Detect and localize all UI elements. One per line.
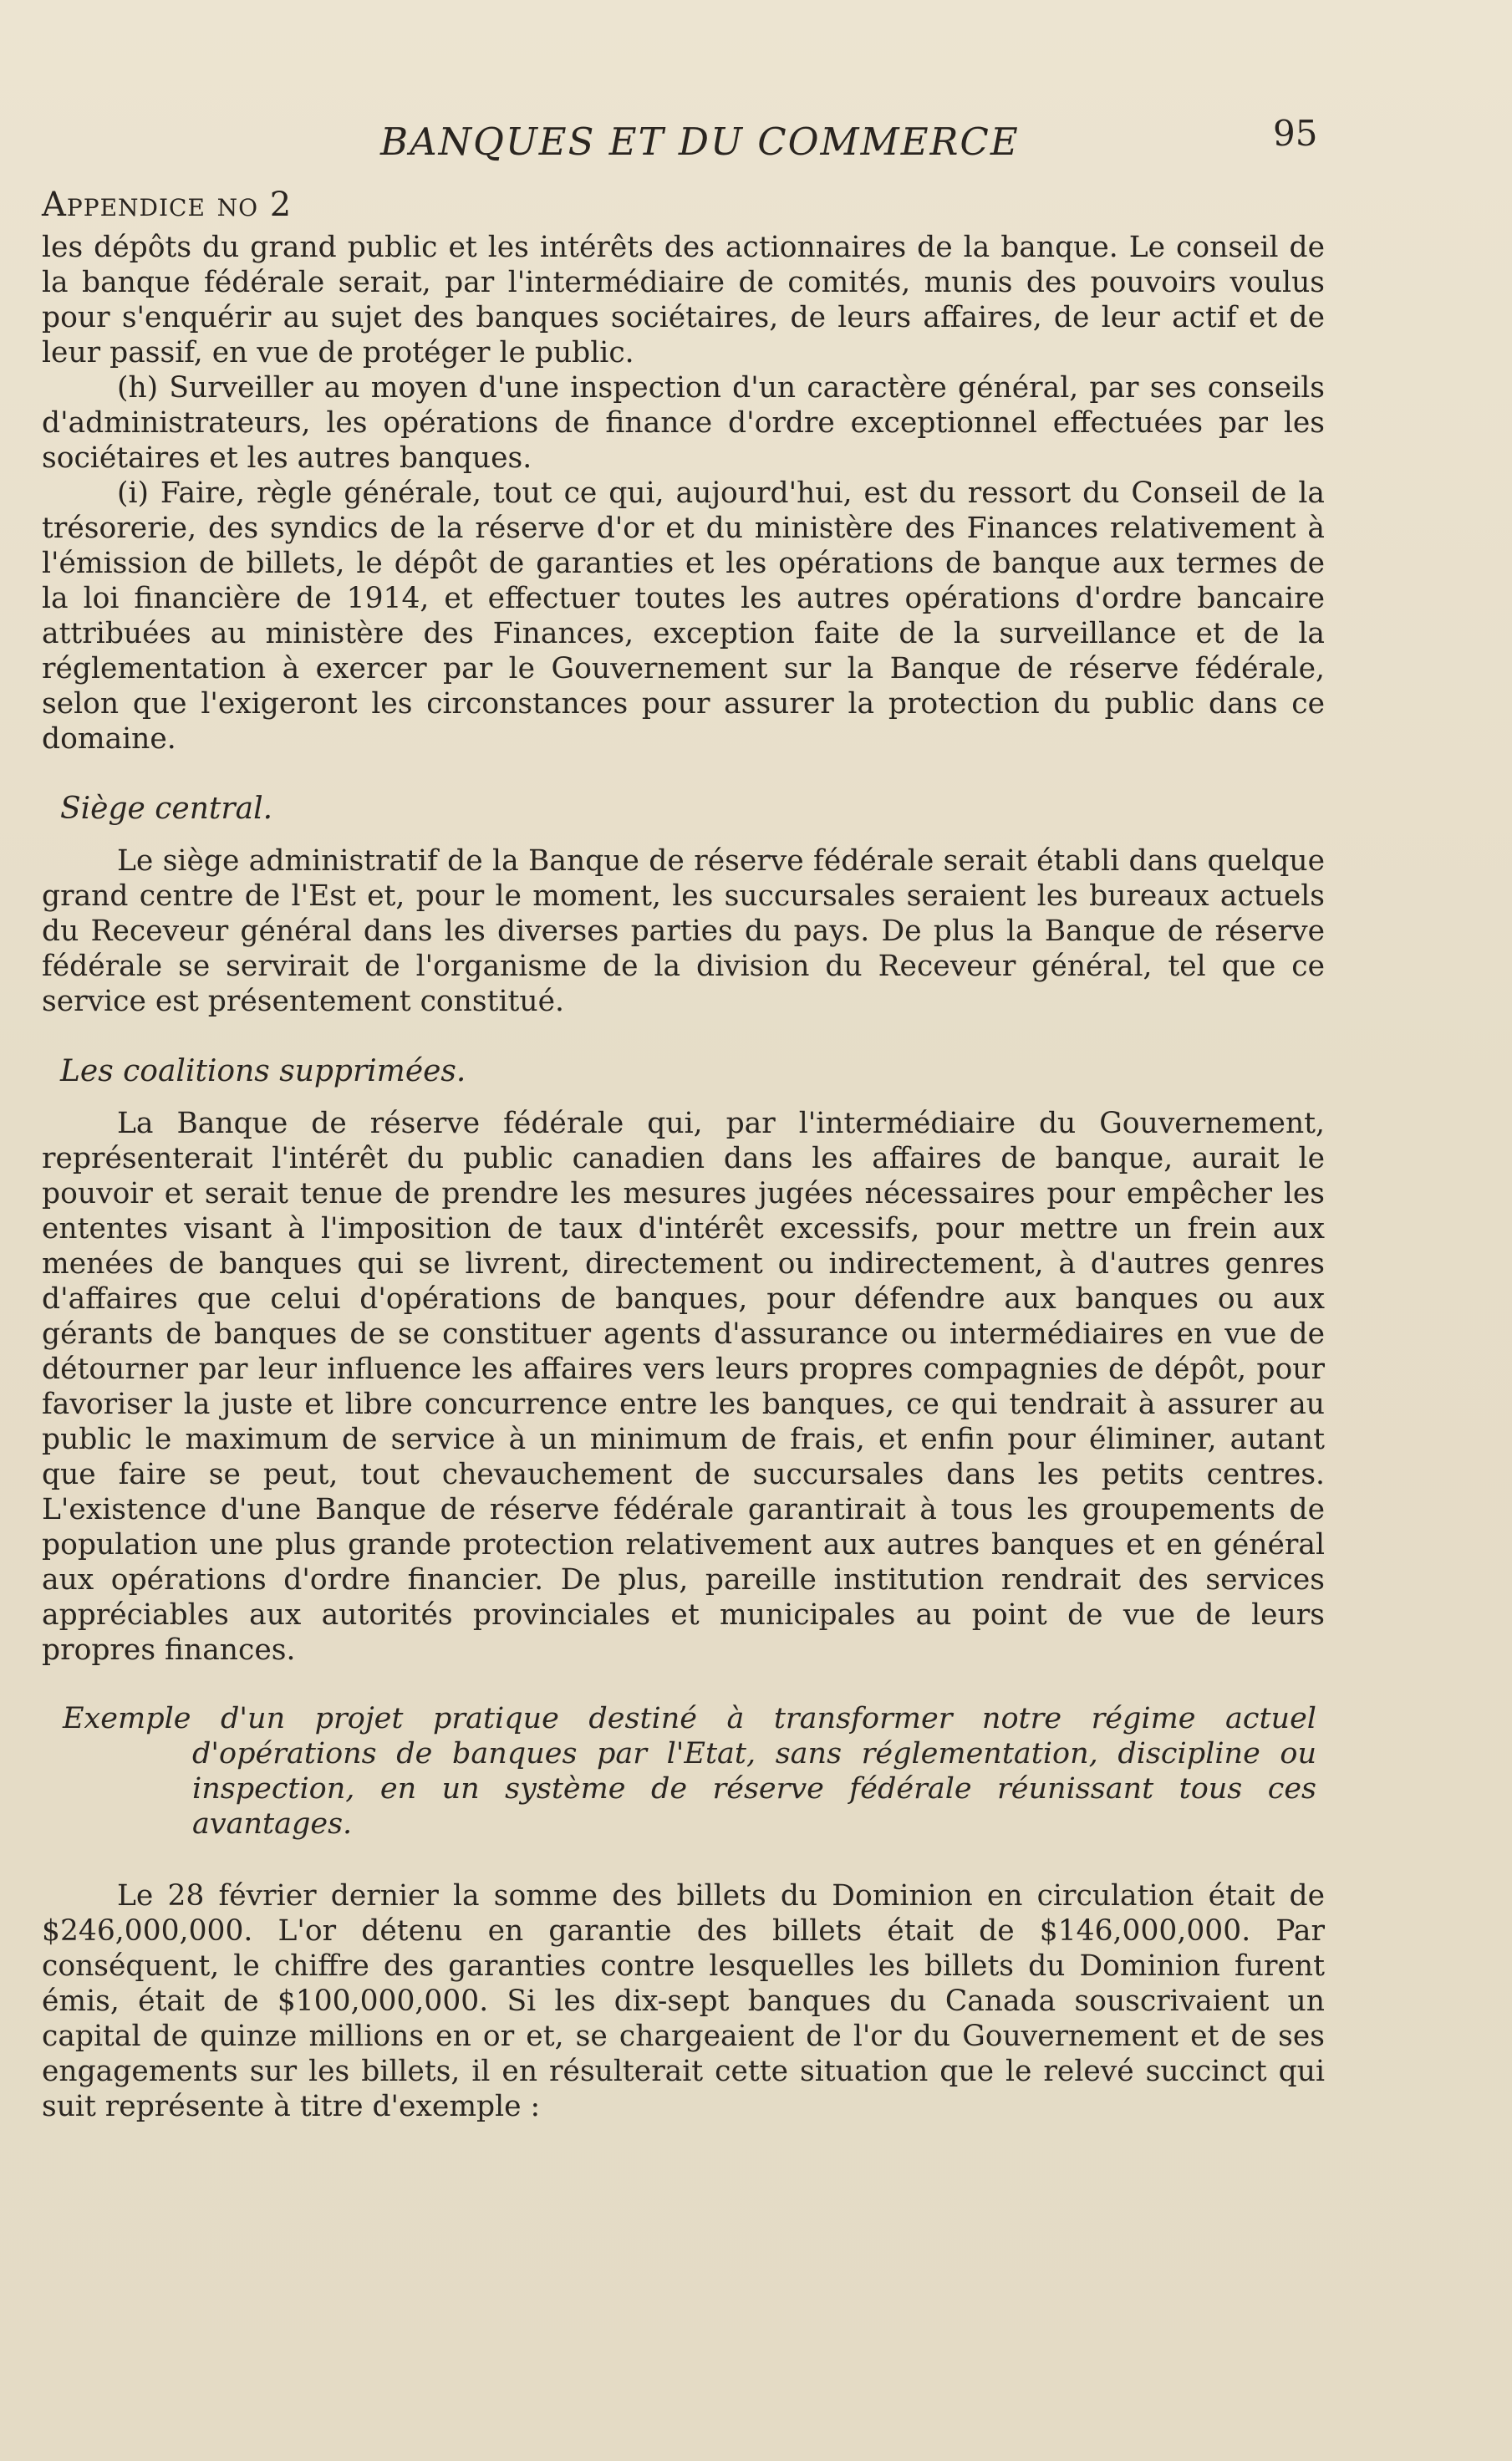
appendix-label: Appendice no 2 [42, 186, 293, 224]
section-heading-coalitions: Les coalitions supprimées. [60, 1054, 466, 1088]
paragraph-coalitions: La Banque de réserve fédérale qui, par l'intermédiaire du Gouvernement, représenterait l'intérêt du public canadien dans les affaires de banque, aurait le pouvoir et serait tenue de prendre les mesures jugées nécessaires pour empêcher les ententes visant à l'imposition de taux d'intérêt excessifs, pour mettre un frein aux menées de banques qui se livrent, directement ou indirectement, à d'autres genres d'affaires que celui d'opérations de banques, pour défendre aux banques ou aux gérants de banques de se constituer agents d'assurance ou intermédiaires en vue de détourner par leur influence les affaires vers leurs propres compagnies de dépôt, pour favoriser la juste et libre concurrence entre les banques, ce qui tendrait à assurer au public le maximum de service à un minimum de frais, et enfin pour éliminer, autant que faire se peut, tout chevauchement de succursales dans les petits centres. L'existence d'une Banque de réserve fédérale garantirait à tous les groupements de population une plus grande protection relativement aux autres banques et en général aux opérations d'ordre financier. De plus, pareille institution rendrait des services appréciables aux autorités provinciales et municipales au point de vue de leurs propres finances. [42, 1107, 1325, 1667]
section-heading-siege-central: Siège central. [60, 792, 273, 826]
body-text [42, 230, 1325, 2124]
paragraph-item-h: (h) Surveiller au moyen d'une inspection d'un caractère général, par ses conseils d'administrateurs, les opérations de finance d'ordre exceptionnel effectuées par les sociétaires et les autres banques. [42, 371, 1325, 475]
section-heading-exemple: Exemple d'un projet pratique destiné à transformer notre régime actuel d'opérations de banques par l'Etat, sans réglementation, discipline ou inspection, en un système de réserve fédérale réunissant tous ces avantages. [63, 1702, 1316, 1841]
running-title: BANQUES ET DU COMMERCE [380, 120, 1020, 164]
paragraph-item-i: (i) Faire, règle générale, tout ce qui, aujourd'hui, est du ressort du Conseil de la trésorerie, des syndics de la réserve d'or et du ministère des Finances relativement à l'émission de billets, le dépôt de garanties et les opérations de banque aux termes de la loi financière de 1914, et effectuer toutes les autres opérations d'ordre bancaire attribuées au ministère des Finances, exception faite de la surveillance et de la réglementation à exercer par le Gouvernement sur la Banque de réserve fédérale, selon que l'exigeront les circonstances pour assurer la protection du public dans ce domaine. [42, 476, 1325, 756]
page-number: 95 [1273, 113, 1318, 154]
paragraph-siege-central: Le siège administratif de la Banque de réserve fédérale serait établi dans quelque grand centre de l'Est et, pour le moment, les succursales seraient les bureaux actuels du Receveur général dans les diverses parties du pays. De plus la Banque de réserve fédérale se servirait de l'organisme de la division du Receveur général, tel que ce service est présentement constitué. [42, 844, 1325, 1018]
paragraph-continuation: les dépôts du grand public et les intérêts des actionnaires de la banque. Le conseil de la banque fédérale serait, par l'intermédiaire de comités, munis des pouvoirs voulus pour s'enquérir au sujet des banques sociétaires, de leurs affaires, de leur actif et de leur passif, en vue de protéger le public. [42, 231, 1325, 369]
paragraph-exemple: Le 28 février dernier la somme des billets du Dominion en circulation était de $246,000,000. L'or détenu en garantie des billets était de $146,000,000. Par conséquent, le chiffre des garanties contre lesquelles les billets du Dominion furent émis, était de $100,000,000. Si les dix-sept banques du Canada souscrivaient un capital de quinze millions en or et, se chargeaient de l'or du Gouvernement et de ses engagements sur les billets, il en résulterait cette situation que le relevé succinct qui suit représente à titre d'exemple : [42, 1879, 1325, 2123]
running-header [0, 113, 1512, 171]
